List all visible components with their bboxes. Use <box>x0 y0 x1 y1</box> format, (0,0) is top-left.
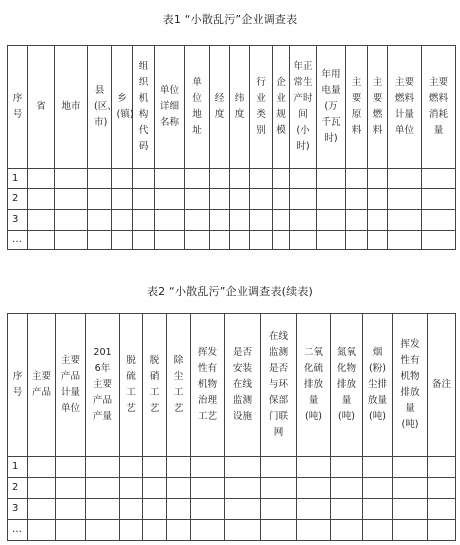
table-cell <box>191 457 225 478</box>
column-header <box>393 314 428 457</box>
table-cell <box>143 478 167 499</box>
table-cell <box>225 499 261 520</box>
table-cell <box>167 457 191 478</box>
table-cell <box>331 520 363 541</box>
table-cell <box>393 520 428 541</box>
table-cell <box>317 189 346 210</box>
column-header-label: 主要产品计量单位 <box>60 355 81 414</box>
table-cell <box>363 478 393 499</box>
table-cell <box>317 231 346 250</box>
column-header-label: 县(区、市) <box>94 85 117 128</box>
table-cell <box>422 231 456 250</box>
column-header-label: 序号 <box>12 371 23 398</box>
column-header <box>368 46 388 169</box>
column-header <box>422 46 456 169</box>
table-cell <box>363 457 393 478</box>
table-cell <box>261 457 297 478</box>
table-cell <box>363 499 393 520</box>
table-cell <box>88 169 112 189</box>
table-cell <box>393 457 428 478</box>
table-cell <box>88 210 112 231</box>
column-header <box>28 314 56 457</box>
table-cell <box>422 189 456 210</box>
table-cell <box>230 169 250 189</box>
table-cell <box>393 478 428 499</box>
table-cell <box>297 520 331 541</box>
table-row <box>8 189 456 210</box>
column-header <box>388 46 422 169</box>
table-cell <box>331 499 363 520</box>
table-cell <box>86 499 120 520</box>
table-cell <box>55 169 88 189</box>
table-cell <box>250 231 273 250</box>
table-cell <box>191 520 225 541</box>
column-header <box>8 46 28 169</box>
table-cell <box>112 210 133 231</box>
row-number: 2 <box>8 189 28 210</box>
table-cell <box>120 520 143 541</box>
table-cell <box>185 169 210 189</box>
column-header-label: 烟(粉)尘排放量(吨) <box>367 347 388 422</box>
table-cell <box>120 457 143 478</box>
column-header <box>363 314 393 457</box>
column-header <box>167 314 191 457</box>
table1-title: 表1 “小散乱污”企业调查表 <box>162 13 298 26</box>
table-cell <box>297 478 331 499</box>
table-cell <box>388 210 422 231</box>
column-header <box>88 46 117 169</box>
table-cell <box>317 210 346 231</box>
column-header-label: 挥发性有机物治理工艺 <box>197 347 218 422</box>
column-header <box>8 314 28 457</box>
table-row <box>8 520 456 541</box>
table-cell <box>388 189 422 210</box>
column-header <box>191 314 225 457</box>
column-header-label: 行业类别 <box>256 77 266 136</box>
row-number: 3 <box>8 499 28 520</box>
column-header-label: 单位地址 <box>192 77 202 136</box>
column-header <box>143 314 167 457</box>
table-cell <box>191 499 225 520</box>
table-cell <box>346 189 368 210</box>
table-cell <box>143 457 167 478</box>
survey-table-1 <box>7 45 456 250</box>
table-cell <box>28 520 56 541</box>
table-cell <box>56 457 86 478</box>
table-cell <box>86 520 120 541</box>
table-cell <box>261 478 297 499</box>
table-cell <box>428 499 456 520</box>
column-header-label: 年用电量(万千瓦时) <box>321 69 341 144</box>
survey-table-2 <box>7 313 456 541</box>
table-cell <box>88 189 112 210</box>
table-cell <box>155 169 185 189</box>
table-row <box>8 499 456 520</box>
row-number: … <box>8 520 28 541</box>
table-cell <box>28 499 56 520</box>
column-header-label: 主要燃料消耗量 <box>428 77 449 136</box>
column-header-label: 主要原料 <box>351 77 362 136</box>
table-cell <box>368 189 388 210</box>
table-cell <box>273 231 290 250</box>
table-cell <box>368 231 388 250</box>
table-cell <box>133 169 155 189</box>
table-cell <box>56 520 86 541</box>
column-header <box>210 46 230 169</box>
column-header <box>120 314 143 457</box>
table-cell <box>273 210 290 231</box>
table-cell <box>86 478 120 499</box>
table-cell <box>120 478 143 499</box>
table-row <box>8 231 456 250</box>
table-cell <box>155 189 185 210</box>
table2-title: 表2 “小散乱污”企业调查表(续表) <box>146 285 314 298</box>
table-cell <box>428 478 456 499</box>
table-cell <box>331 457 363 478</box>
table-cell <box>167 499 191 520</box>
table-cell <box>191 478 225 499</box>
table-cell <box>317 169 346 189</box>
column-header <box>331 314 363 457</box>
table2-header-row <box>8 314 456 457</box>
table-cell <box>261 499 297 520</box>
table-cell <box>86 457 120 478</box>
column-header-label: 在线监测是否与环保部门联网 <box>268 331 289 438</box>
table-cell <box>368 169 388 189</box>
column-header <box>225 314 261 457</box>
column-header-label: 省 <box>36 101 46 112</box>
column-header-label: 纬度 <box>234 93 245 120</box>
column-header <box>290 46 317 169</box>
table-cell <box>368 210 388 231</box>
table-cell <box>133 189 155 210</box>
table-cell <box>297 499 331 520</box>
table-cell <box>290 169 317 189</box>
table-row <box>8 457 456 478</box>
column-header-label: 主要燃料 <box>372 77 383 136</box>
table-cell <box>290 210 317 231</box>
column-header <box>28 46 55 169</box>
column-header-label: 地市 <box>61 101 81 112</box>
table-cell <box>273 169 290 189</box>
table-cell <box>261 520 297 541</box>
table1-header-row <box>8 46 456 169</box>
row-number: 2 <box>8 478 28 499</box>
table-cell <box>185 231 210 250</box>
table-cell <box>185 189 210 210</box>
column-header <box>185 46 210 169</box>
column-header-label: 是否安装在线监测设施 <box>232 347 253 422</box>
table-cell <box>210 210 230 231</box>
table-cell <box>290 189 317 210</box>
row-number: 1 <box>8 457 28 478</box>
table-cell <box>28 210 55 231</box>
table-cell <box>230 210 250 231</box>
column-header-label: 二氧化硫排放量(吨) <box>303 347 324 422</box>
column-header-label: 除尘工艺 <box>173 355 184 414</box>
row-number: … <box>8 231 28 250</box>
table-cell <box>167 478 191 499</box>
table-cell <box>273 189 290 210</box>
column-header <box>155 46 185 169</box>
table-row <box>8 169 456 189</box>
column-header-label: 企业规模 <box>276 77 286 136</box>
column-header-label: 主要产品 <box>31 371 52 398</box>
column-header-label: 单位详细名称 <box>159 85 180 128</box>
table-cell <box>155 231 185 250</box>
column-header <box>346 46 368 169</box>
table-cell <box>297 457 331 478</box>
column-header <box>317 46 346 169</box>
column-header-label: 2016年主要产品产量 <box>92 347 113 422</box>
table-cell <box>55 189 88 210</box>
table-cell <box>363 520 393 541</box>
table-cell <box>422 169 456 189</box>
table-cell <box>388 169 422 189</box>
table-cell <box>28 478 56 499</box>
column-header-label: 脱硝工艺 <box>149 355 160 414</box>
table-cell <box>112 189 133 210</box>
table-cell <box>210 169 230 189</box>
table-cell <box>230 189 250 210</box>
table-cell <box>112 231 133 250</box>
table-cell <box>55 210 88 231</box>
column-header <box>428 314 456 457</box>
column-header <box>261 314 297 457</box>
table-cell <box>185 210 210 231</box>
column-header <box>55 46 88 169</box>
table-cell <box>422 210 456 231</box>
table-cell <box>133 231 155 250</box>
column-header <box>86 314 120 457</box>
table-cell <box>210 231 230 250</box>
table-cell <box>230 231 250 250</box>
column-header-label: 组织机构代码 <box>138 61 149 152</box>
row-number: 1 <box>8 169 28 189</box>
table-cell <box>225 457 261 478</box>
column-header-label: 主要燃料计量单位 <box>394 77 415 136</box>
table-cell <box>143 520 167 541</box>
table-cell <box>28 457 56 478</box>
table-cell <box>428 520 456 541</box>
table-cell <box>331 478 363 499</box>
table-cell <box>167 520 191 541</box>
table-cell <box>388 231 422 250</box>
column-header-label: 挥发性有机物排放量(吨) <box>400 339 420 430</box>
column-header-label: 经度 <box>214 93 225 120</box>
table-cell <box>28 169 55 189</box>
table-cell <box>428 457 456 478</box>
table-cell <box>133 210 155 231</box>
column-header <box>133 46 155 169</box>
column-header <box>297 314 331 457</box>
column-header-label: 脱硫工艺 <box>126 355 136 414</box>
column-header-label: 乡(镇) <box>116 93 134 120</box>
column-header-label: 氮氧化物排放量(吨) <box>336 347 357 422</box>
table-cell <box>28 231 55 250</box>
column-header-label: 备注 <box>431 379 452 390</box>
column-header <box>250 46 273 169</box>
row-number: 3 <box>8 210 28 231</box>
table-cell <box>120 499 143 520</box>
table-cell <box>55 231 88 250</box>
column-header <box>230 46 250 169</box>
column-header <box>56 314 86 457</box>
column-header-label: 序号 <box>12 93 23 120</box>
table-row <box>8 478 456 499</box>
table-cell <box>155 210 185 231</box>
table-cell <box>346 169 368 189</box>
table-cell <box>346 210 368 231</box>
table-cell <box>250 210 273 231</box>
table-cell <box>225 520 261 541</box>
column-header <box>273 46 290 169</box>
table-cell <box>210 189 230 210</box>
table-cell <box>143 499 167 520</box>
table-cell <box>56 499 86 520</box>
column-header-label: 年正常生产时间(小时) <box>293 61 313 152</box>
table-cell <box>346 231 368 250</box>
table-cell <box>393 499 428 520</box>
table-row <box>8 210 456 231</box>
table-cell <box>250 169 273 189</box>
table-cell <box>56 478 86 499</box>
table-cell <box>225 478 261 499</box>
table-cell <box>88 231 112 250</box>
table-cell <box>28 189 55 210</box>
table-cell <box>250 189 273 210</box>
table-cell <box>290 231 317 250</box>
table-cell <box>112 169 133 189</box>
